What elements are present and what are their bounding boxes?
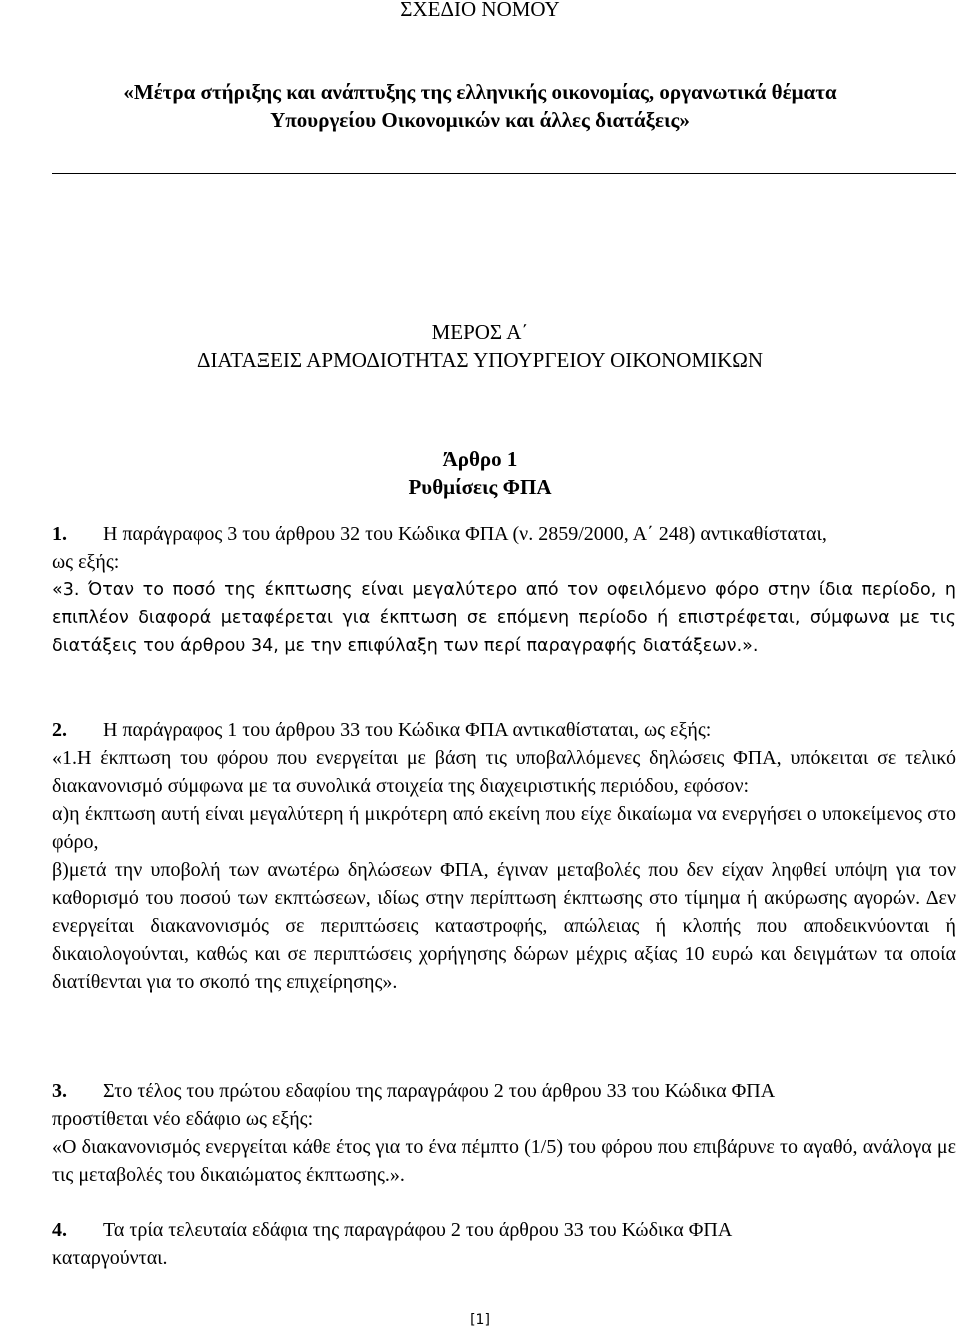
paragraph-3 (52, 1077, 956, 1189)
paragraph-lead: Τα τρία τελευταία εδάφια της παραγράφου 2 του άρθρου 33 του Κώδικα ΦΠΑ (103, 1219, 733, 1241)
subtitle-line-2: Υπουργείου Οικονομικών και άλλες διατάξεις» (270, 108, 690, 132)
paragraph-lead-continuation: προστίθεται νέο εδάφιο ως εξής: (52, 1108, 314, 1130)
paragraph-4 (52, 1216, 956, 1272)
article-heading (0, 445, 960, 501)
paragraph-body: «3. Όταν το ποσό της έκπτωσης είναι μεγαλύτερο από τον οφειλόμενο φόρο στην ίδια περίοδο, η επιπλέον διαφορά μεταφέρεται για έκπτωση σε επόμενη περίοδο ή επιστρέφεται, σύμφωνα με τις διατάξεις του άρθρου 34, με την επιφύλαξη των περί παραγραφής διατάξεων.». (52, 580, 956, 656)
page-number: [1] (470, 1312, 490, 1328)
paragraph-1 (52, 520, 956, 660)
part-heading (0, 318, 960, 374)
document-title: ΣΧΕΔΙΟ ΝΟΜΟΥ (400, 0, 560, 21)
paragraph-lead: Η παράγραφος 1 του άρθρου 33 του Κώδικα ΦΠΑ αντικαθίσταται, ως εξής: (103, 719, 712, 741)
list-item-b: β)μετά την υποβολή των ανωτέρω δηλώσεων ΦΠΑ, έγιναν μεταβολές που δεν είχαν ληφθεί υπόψη για τον καθορισμό του ποσού των εκπτώσεων, ιδίως στην περίπτωση έκπτωσης στο τίμημα ή ακύρωσης αγορών. Δεν ενεργείται διακανονισμός σε περιπτώσεις καταστροφής, απώλειας ή κλοπής που αποδεικνύονται ή δικαιολογούνται, καθώς και σε περιπτώσεις χορήγησης δώρων μέχρις αξίας 10 ευρώ και δειγμάτων τα οποία διατίθενται για το σκοπό της επιχείρησης». (52, 859, 956, 993)
article-subtitle: Ρυθμίσεις ΦΠΑ (408, 475, 552, 499)
paragraph-number: 2. (52, 719, 67, 741)
paragraph-lead-continuation: ως εξής: (52, 551, 120, 573)
paragraph-number: 4. (52, 1219, 67, 1241)
paragraph-number: 3. (52, 1080, 67, 1102)
horizontal-rule (52, 173, 956, 174)
paragraph-2 (52, 716, 956, 996)
part-subtitle: ΔΙΑΤΑΞΕΙΣ ΑΡΜΟΔΙΟΤΗΤΑΣ ΥΠΟΥΡΓΕΙΟΥ ΟΙΚΟΝΟΜΙΚΩΝ (196, 348, 764, 372)
part-title: ΜΕΡΟΣ Α΄ (431, 320, 529, 344)
paragraph-number: 1. (52, 523, 67, 545)
document-subtitle (0, 78, 960, 134)
subtitle-line-1: «Μέτρα στήριξης και ανάπτυξης της ελληνικής οικονομίας, οργανωτικά θέματα (123, 80, 837, 104)
paragraph-body: «Ο διακανονισμός ενεργείται κάθε έτος για το ένα πέμπτο (1/5) του φόρου που επιβάρυνε το αγαθό, ανάλογα με τις μεταβολές του δικαιώματος έκπτωσης.». (52, 1136, 956, 1186)
paragraph-lead: Η παράγραφος 3 του άρθρου 32 του Κώδικα ΦΠΑ (ν. 2859/2000, Α΄ 248) αντικαθίσταται, (103, 523, 827, 545)
paragraph-lead-continuation: καταργούνται. (52, 1247, 168, 1269)
list-item-a: α)η έκπτωση αυτή είναι μεγαλύτερη ή μικρότερη από εκείνη που είχε δικαίωμα να ενεργήσει ο υποκείμενος στο φόρο, (52, 803, 956, 853)
article-title: Άρθρο 1 (442, 447, 518, 471)
paragraph-lead: Στο τέλος του πρώτου εδαφίου της παραγράφου 2 του άρθρου 33 του Κώδικα ΦΠΑ (103, 1080, 776, 1102)
paragraph-intro: «1.Η έκπτωση του φόρου που ενεργείται με βάση τις υποβαλλόμενες δηλώσεις ΦΠΑ, υπόκειται σε τελικό διακανονισμό σύμφωνα με τα συνολικά στοιχεία της διαχειριστικής περιόδου, εφόσον: (52, 747, 956, 797)
